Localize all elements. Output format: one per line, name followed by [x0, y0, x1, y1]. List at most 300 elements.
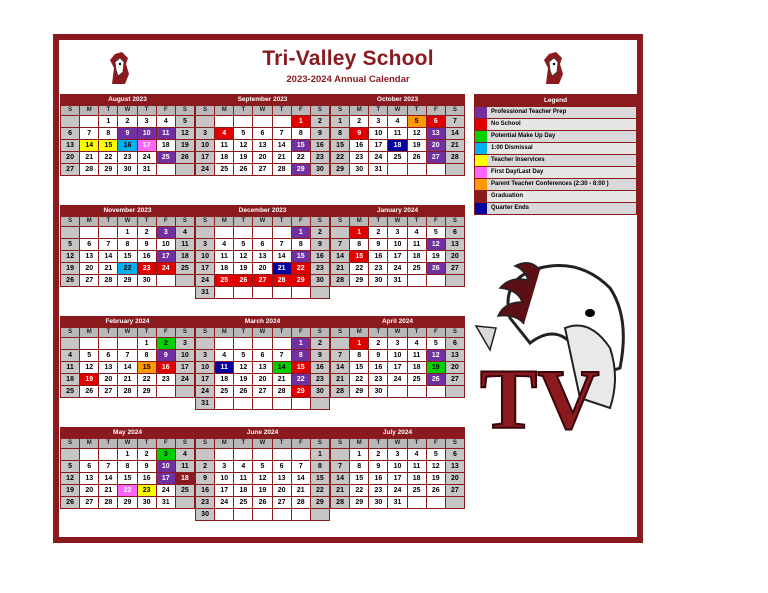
- month-title: February 2024: [105, 318, 150, 325]
- weekday-header: F: [292, 217, 310, 226]
- day-cell: 5: [61, 239, 79, 250]
- day-cell: 21: [273, 374, 291, 385]
- day-cell: 24: [157, 485, 175, 496]
- empty-cell: [80, 116, 98, 127]
- month-title: September 2023: [237, 96, 288, 103]
- day-cell: 26: [427, 485, 445, 496]
- day-cell: 7: [99, 239, 117, 250]
- weekday-header: T: [408, 217, 426, 226]
- day-cell: 17: [196, 263, 214, 274]
- weekday-header: F: [157, 106, 175, 115]
- day-cell: 21: [446, 140, 464, 151]
- day-cell: 23: [138, 263, 156, 274]
- legend-label: First Day/Last Day: [491, 169, 544, 175]
- legend-label: No School: [491, 121, 521, 127]
- day-cell: 2: [157, 338, 175, 349]
- weekday-header: T: [369, 328, 387, 337]
- day-cell: 5: [253, 461, 271, 472]
- day-cell: 18: [176, 251, 194, 262]
- empty-cell: [446, 386, 464, 397]
- weekday-header: S: [61, 439, 79, 448]
- legend-swatch: [475, 143, 487, 154]
- day-cell: 25: [215, 164, 233, 175]
- month-title: June 2024: [246, 429, 279, 436]
- day-cell: 26: [61, 497, 79, 508]
- day-cell: 3: [138, 116, 156, 127]
- day-cell: 14: [331, 362, 349, 373]
- empty-cell: [80, 227, 98, 238]
- day-cell: 11: [176, 461, 194, 472]
- day-cell: 27: [80, 497, 98, 508]
- legend-label: Teacher Inservices: [491, 157, 545, 163]
- day-cell: 25: [408, 263, 426, 274]
- day-cell: 7: [292, 461, 310, 472]
- day-cell: 9: [369, 350, 387, 361]
- day-cell: 2: [369, 338, 387, 349]
- empty-cell: [292, 509, 310, 520]
- day-cell: 3: [369, 116, 387, 127]
- day-cell: 29: [292, 275, 310, 286]
- day-cell: 9: [311, 128, 329, 139]
- day-cell: 27: [427, 152, 445, 163]
- weekday-header: T: [408, 439, 426, 448]
- day-cell: 10: [196, 362, 214, 373]
- month-grid: [195, 105, 330, 176]
- day-cell: 22: [138, 374, 156, 385]
- weekday-header: S: [196, 439, 214, 448]
- weekday-header: S: [446, 328, 464, 337]
- weekday-header: W: [118, 439, 136, 448]
- legend-swatch: [475, 107, 487, 118]
- day-cell: 8: [292, 128, 310, 139]
- day-cell: 4: [215, 350, 233, 361]
- day-cell: 19: [234, 374, 252, 385]
- empty-cell: [234, 509, 252, 520]
- weekday-header: S: [61, 328, 79, 337]
- day-cell: 17: [196, 152, 214, 163]
- day-cell: 28: [273, 164, 291, 175]
- weekday-header: T: [273, 328, 291, 337]
- empty-cell: [157, 386, 175, 397]
- day-cell: 16: [369, 362, 387, 373]
- day-cell: 1: [99, 116, 117, 127]
- weekday-header: S: [196, 328, 214, 337]
- day-cell: 4: [408, 227, 426, 238]
- empty-cell: [292, 398, 310, 409]
- day-cell: 24: [215, 497, 233, 508]
- day-cell: 10: [388, 239, 406, 250]
- day-cell: 31: [369, 164, 387, 175]
- day-cell: 25: [388, 152, 406, 163]
- day-cell: 21: [99, 485, 117, 496]
- day-cell: 20: [446, 251, 464, 262]
- day-cell: 12: [427, 461, 445, 472]
- legend-item: [475, 119, 636, 130]
- month-title: December 2023: [238, 207, 287, 214]
- day-cell: 16: [369, 473, 387, 484]
- day-cell: 9: [196, 473, 214, 484]
- day-cell: 14: [99, 251, 117, 262]
- empty-cell: [273, 227, 291, 238]
- weekday-header: F: [427, 328, 445, 337]
- day-cell: 8: [138, 350, 156, 361]
- day-cell: 2: [311, 116, 329, 127]
- day-cell: 8: [292, 239, 310, 250]
- day-cell: 20: [80, 485, 98, 496]
- empty-cell: [215, 509, 233, 520]
- day-cell: 29: [311, 497, 329, 508]
- day-cell: 13: [273, 473, 291, 484]
- day-cell: 22: [350, 374, 368, 385]
- day-cell: 30: [311, 164, 329, 175]
- month-calendar: [195, 427, 330, 521]
- day-cell: 1: [311, 449, 329, 460]
- day-cell: 19: [234, 263, 252, 274]
- day-cell: 18: [215, 263, 233, 274]
- day-cell: 1: [331, 116, 349, 127]
- month-grid: [60, 438, 195, 509]
- day-cell: 7: [273, 350, 291, 361]
- day-cell: 24: [369, 152, 387, 163]
- day-cell: 20: [273, 485, 291, 496]
- empty-cell: [446, 275, 464, 286]
- day-cell: 28: [273, 275, 291, 286]
- mustang-mascot: [470, 258, 640, 488]
- day-cell: 6: [80, 461, 98, 472]
- day-cell: 7: [331, 350, 349, 361]
- day-cell: 21: [331, 374, 349, 385]
- empty-cell: [176, 497, 194, 508]
- day-cell: 28: [99, 497, 117, 508]
- day-cell: 20: [446, 473, 464, 484]
- month-grid: [330, 327, 465, 398]
- weekday-header: F: [292, 439, 310, 448]
- day-cell: 18: [408, 362, 426, 373]
- legend-swatch: [475, 167, 487, 178]
- day-cell: 17: [215, 485, 233, 496]
- day-cell: 25: [234, 497, 252, 508]
- empty-cell: [215, 398, 233, 409]
- weekday-header: W: [388, 106, 406, 115]
- legend-swatch: [475, 131, 487, 142]
- day-cell: 31: [196, 398, 214, 409]
- weekday-header: S: [331, 439, 349, 448]
- empty-cell: [80, 449, 98, 460]
- day-cell: 14: [273, 140, 291, 151]
- legend-label: Professional Teacher Prep: [491, 109, 567, 115]
- day-cell: 20: [427, 140, 445, 151]
- empty-cell: [273, 116, 291, 127]
- weekday-header: T: [138, 439, 156, 448]
- day-cell: 15: [292, 362, 310, 373]
- day-cell: 11: [408, 239, 426, 250]
- day-cell: 24: [388, 485, 406, 496]
- day-cell: 26: [234, 275, 252, 286]
- empty-cell: [61, 116, 79, 127]
- day-cell: 1: [292, 227, 310, 238]
- day-cell: 22: [292, 263, 310, 274]
- empty-cell: [253, 287, 271, 298]
- day-cell: 20: [446, 362, 464, 373]
- empty-cell: [215, 338, 233, 349]
- empty-cell: [408, 386, 426, 397]
- day-cell: 26: [408, 152, 426, 163]
- day-cell: 22: [99, 152, 117, 163]
- day-cell: 6: [446, 449, 464, 460]
- day-cell: 12: [427, 239, 445, 250]
- empty-cell: [215, 287, 233, 298]
- day-cell: 22: [350, 263, 368, 274]
- day-cell: 8: [350, 350, 368, 361]
- weekday-header: S: [446, 106, 464, 115]
- day-cell: 27: [253, 386, 271, 397]
- empty-cell: [234, 116, 252, 127]
- day-cell: 7: [273, 239, 291, 250]
- empty-cell: [196, 338, 214, 349]
- day-cell: 20: [253, 374, 271, 385]
- legend-item: [475, 179, 636, 190]
- day-cell: 5: [427, 449, 445, 460]
- day-cell: 3: [388, 449, 406, 460]
- day-cell: 17: [388, 251, 406, 262]
- empty-cell: [99, 338, 117, 349]
- weekday-header: S: [61, 106, 79, 115]
- day-cell: 5: [176, 116, 194, 127]
- month-grid: [60, 216, 195, 287]
- day-cell: 16: [138, 251, 156, 262]
- day-cell: 8: [118, 461, 136, 472]
- empty-cell: [292, 287, 310, 298]
- day-cell: 11: [215, 140, 233, 151]
- weekday-header: T: [234, 217, 252, 226]
- day-cell: 15: [118, 473, 136, 484]
- day-cell: 7: [80, 128, 98, 139]
- weekday-header: M: [350, 106, 368, 115]
- day-cell: 30: [369, 386, 387, 397]
- day-cell: 10: [138, 128, 156, 139]
- month-title: March 2024: [244, 318, 281, 325]
- weekday-header: F: [427, 106, 445, 115]
- day-cell: 12: [408, 128, 426, 139]
- empty-cell: [273, 398, 291, 409]
- day-cell: 17: [196, 374, 214, 385]
- day-cell: 13: [446, 239, 464, 250]
- day-cell: 4: [176, 449, 194, 460]
- legend-item: [475, 143, 636, 154]
- day-cell: 16: [311, 140, 329, 151]
- month-grid: [330, 216, 465, 287]
- day-cell: 17: [176, 362, 194, 373]
- empty-cell: [157, 275, 175, 286]
- weekday-header: M: [80, 328, 98, 337]
- weekday-header: M: [215, 328, 233, 337]
- day-cell: 14: [292, 473, 310, 484]
- day-cell: 4: [215, 239, 233, 250]
- day-cell: 20: [253, 152, 271, 163]
- empty-cell: [331, 227, 349, 238]
- day-cell: 2: [138, 449, 156, 460]
- day-cell: 10: [388, 461, 406, 472]
- day-cell: 6: [446, 227, 464, 238]
- day-cell: 9: [369, 461, 387, 472]
- day-cell: 6: [253, 239, 271, 250]
- empty-cell: [311, 509, 329, 520]
- day-cell: 19: [80, 374, 98, 385]
- legend-item: [475, 203, 636, 214]
- day-cell: 31: [388, 275, 406, 286]
- day-cell: 3: [388, 338, 406, 349]
- day-cell: 18: [388, 140, 406, 151]
- month-title: April 2024: [381, 318, 414, 325]
- empty-cell: [273, 449, 291, 460]
- weekday-header: S: [311, 217, 329, 226]
- day-cell: 2: [138, 227, 156, 238]
- weekday-header: W: [253, 217, 271, 226]
- day-cell: 16: [311, 362, 329, 373]
- day-cell: 5: [234, 350, 252, 361]
- empty-cell: [196, 116, 214, 127]
- weekday-header: W: [118, 217, 136, 226]
- day-cell: 8: [311, 461, 329, 472]
- day-cell: 25: [176, 263, 194, 274]
- day-cell: 8: [350, 239, 368, 250]
- day-cell: 23: [311, 152, 329, 163]
- empty-cell: [331, 338, 349, 349]
- empty-cell: [157, 164, 175, 175]
- day-cell: 7: [99, 461, 117, 472]
- day-cell: 18: [408, 473, 426, 484]
- day-cell: 28: [99, 275, 117, 286]
- weekday-header: S: [311, 328, 329, 337]
- empty-cell: [427, 497, 445, 508]
- day-cell: 3: [176, 338, 194, 349]
- weekday-header: M: [350, 217, 368, 226]
- day-cell: 21: [273, 263, 291, 274]
- weekday-header: T: [369, 439, 387, 448]
- empty-cell: [273, 338, 291, 349]
- empty-cell: [176, 275, 194, 286]
- day-cell: 16: [369, 251, 387, 262]
- day-cell: 4: [176, 227, 194, 238]
- day-cell: 11: [215, 251, 233, 262]
- empty-cell: [427, 275, 445, 286]
- day-cell: 19: [176, 140, 194, 151]
- day-cell: 3: [157, 449, 175, 460]
- day-cell: 1: [350, 449, 368, 460]
- empty-cell: [273, 509, 291, 520]
- weekday-header: F: [157, 328, 175, 337]
- day-cell: 4: [157, 116, 175, 127]
- day-cell: 15: [311, 473, 329, 484]
- empty-cell: [196, 227, 214, 238]
- day-cell: 11: [157, 128, 175, 139]
- day-cell: 14: [273, 251, 291, 262]
- day-cell: 28: [292, 497, 310, 508]
- empty-cell: [311, 398, 329, 409]
- month-calendar: [330, 427, 465, 509]
- empty-cell: [292, 449, 310, 460]
- weekday-header: S: [446, 439, 464, 448]
- day-cell: 23: [350, 152, 368, 163]
- day-cell: 18: [61, 374, 79, 385]
- day-cell: 9: [350, 128, 368, 139]
- day-cell: 4: [61, 350, 79, 361]
- day-cell: 25: [215, 275, 233, 286]
- weekday-header: W: [388, 328, 406, 337]
- day-cell: 15: [350, 362, 368, 373]
- weekday-header: W: [388, 439, 406, 448]
- day-cell: 22: [331, 152, 349, 163]
- day-cell: 1: [350, 338, 368, 349]
- month-title: July 2024: [382, 429, 413, 436]
- day-cell: 17: [388, 362, 406, 373]
- day-cell: 5: [61, 461, 79, 472]
- weekday-header: F: [292, 106, 310, 115]
- day-cell: 3: [196, 128, 214, 139]
- empty-cell: [234, 338, 252, 349]
- day-cell: 4: [215, 128, 233, 139]
- empty-cell: [427, 164, 445, 175]
- day-cell: 23: [138, 485, 156, 496]
- month-grid: [195, 216, 330, 299]
- day-cell: 14: [273, 362, 291, 373]
- weekday-header: T: [273, 217, 291, 226]
- month-title: May 2024: [113, 429, 142, 436]
- day-cell: 18: [176, 473, 194, 484]
- day-cell: 3: [388, 227, 406, 238]
- empty-cell: [408, 497, 426, 508]
- day-cell: 8: [350, 461, 368, 472]
- empty-cell: [253, 338, 271, 349]
- day-cell: 15: [292, 140, 310, 151]
- legend-swatch: [475, 203, 487, 214]
- day-cell: 27: [253, 164, 271, 175]
- day-cell: 15: [292, 251, 310, 262]
- day-cell: 8: [118, 239, 136, 250]
- day-cell: 19: [253, 485, 271, 496]
- day-cell: 11: [388, 128, 406, 139]
- day-cell: 28: [331, 497, 349, 508]
- day-cell: 27: [446, 485, 464, 496]
- day-cell: 22: [350, 485, 368, 496]
- day-cell: 12: [234, 362, 252, 373]
- weekday-header: M: [215, 217, 233, 226]
- day-cell: 16: [118, 140, 136, 151]
- day-cell: 29: [350, 275, 368, 286]
- day-cell: 15: [99, 140, 117, 151]
- day-cell: 20: [80, 263, 98, 274]
- day-cell: 3: [215, 461, 233, 472]
- day-cell: 6: [427, 116, 445, 127]
- day-cell: 9: [138, 239, 156, 250]
- empty-cell: [408, 275, 426, 286]
- day-cell: 27: [80, 275, 98, 286]
- weekday-header: M: [80, 106, 98, 115]
- day-cell: 10: [157, 461, 175, 472]
- weekday-header: W: [118, 106, 136, 115]
- empty-cell: [273, 287, 291, 298]
- day-cell: 6: [446, 338, 464, 349]
- legend-swatch: [475, 155, 487, 166]
- weekday-header: W: [253, 106, 271, 115]
- day-cell: 9: [311, 350, 329, 361]
- day-cell: 13: [446, 461, 464, 472]
- legend-swatch: [475, 179, 487, 190]
- day-cell: 10: [196, 251, 214, 262]
- day-cell: 3: [157, 227, 175, 238]
- day-cell: 22: [292, 152, 310, 163]
- empty-cell: [331, 449, 349, 460]
